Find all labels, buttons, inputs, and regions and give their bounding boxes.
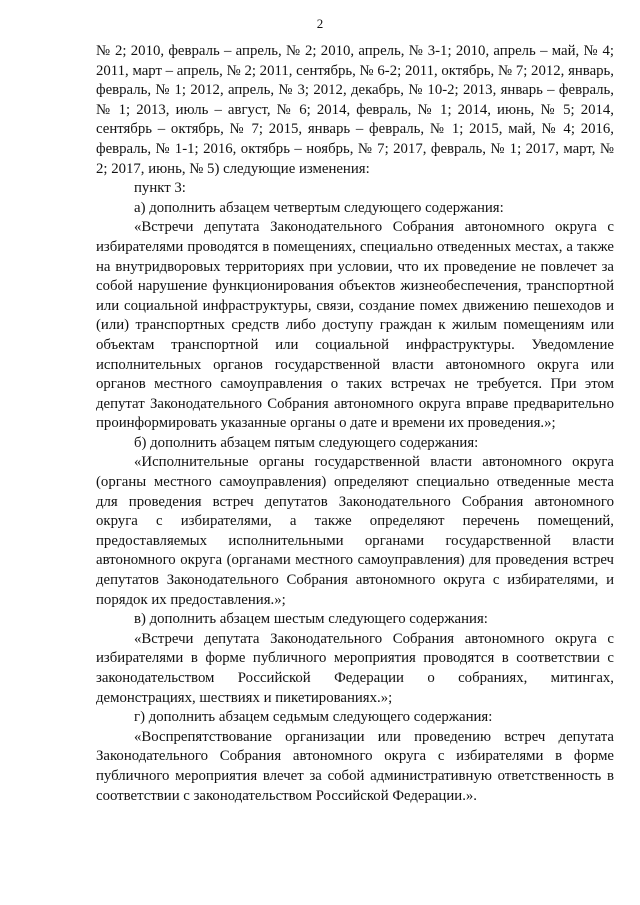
paragraph-item-b: б) дополнить абзацем пятым следующего содержания: (134, 434, 479, 451)
paragraph-item-a: а) дополнить абзацем четвертым следующего содержания: (134, 199, 504, 216)
document-body (96, 42, 614, 806)
paragraph-quote-b: «Исполнительные органы государственной власти автономного округа (органы местного самоуправления) определяют специально отведенные места для проведения встреч депутатов Законодательного Собрания автономного округа с избирателями, а также определяют перечень помещений, предоставляемых исполнительными органами государственной власти автономного округа (органами местного самоуправления) для проведения встреч депутатов Законодательного Собрания автономного округа с избирателями, и порядок их предоставления.»; (96, 454, 614, 608)
paragraph-quote-v: «Встречи депутата Законодательного Собрания автономного округа с избирателями в форме публичного мероприятия проводятся в соответствии с законодательством Российской Федерации о собраниях, митингах, демонстрациях, шествиях и пикетированиях.»; (96, 630, 614, 706)
paragraph-quote-g: «Воспрепятствование организации или проведению встреч депутата Законодательного Собрания автономного округа с избирателями в форме публичного мероприятия влечет за собой административную ответственность в соответствии с законодательством Российской Федерации.». (96, 728, 614, 804)
page-number: 2 (316, 16, 324, 31)
paragraph-item-g: г) дополнить абзацем седьмым следующего содержания: (134, 709, 493, 726)
paragraph-point-3: пункт 3: (134, 180, 186, 197)
paragraph-quote-a: «Встречи депутата Законодательного Собрания автономного округа с избирателями проводятся в помещениях, специально отведенных местах, а также на внутридворовых территориях при условии, что их проведение не повлечет за собой нарушение функционирования объектов жизнеобеспечения, транспортной или социальной инфраструктуры, связи, создание помех движению пешеходов и (или) транспортных средств либо доступу граждан к жилым помещениям или объектам транспортной или социальной инфраструктуры. Уведомление исполнительных органов государственной власти автономного округа или органов местного самоуправления о таких встречах не требуется. При этом депутат Законодательного Собрания автономного округа вправе предварительно проинформировать указанные органы о дате и времени их проведения.»; (96, 219, 614, 432)
paragraph-item-v: в) дополнить абзацем шестым следующего содержания: (134, 611, 488, 628)
paragraph-amendments-list: № 2; 2010, февраль – апрель, № 2; 2010, апрель, № 3-1; 2010, апрель – май, № 4; 2011, март – апрель, № 2; 2011, сентябрь, № 6-2; 2011, октябрь, № 7; 2012, январь, февраль, № 1; 2012, апрель, № 3; 2012, декабрь, № 10-2; 2013, январь – февраль, № 1; 2013, июль – август, № 6; 2014, февраль, № 1; 2014, июнь, № 5; 2014, сентябрь – октябрь, № 7; 2015, январь – февраль, № 1; 2015, май, № 4; 2016, февраль, № 1-1; 2016, октябрь – ноябрь, № 7; 2017, февраль, № 1; 2017, март, № 2; 2017, июнь, № 5) следующие изменения: (96, 43, 614, 177)
